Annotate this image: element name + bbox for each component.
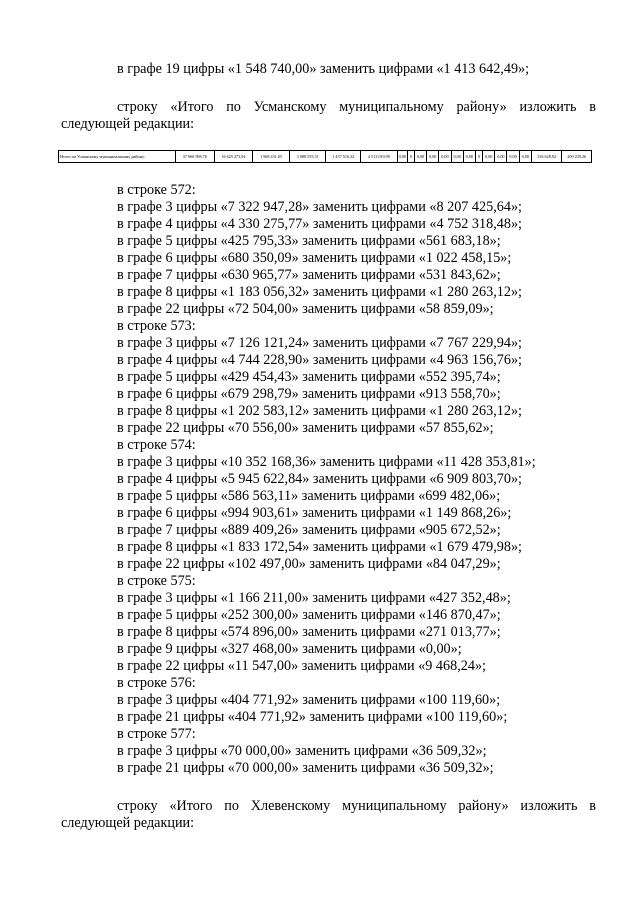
text-line: в графе 6 цифры «679 298,79» заменить цифрами «913 558,70»; [117, 386, 501, 402]
table-cell: 1 968 431,05 [253, 151, 290, 163]
text-line: в строке 577: [117, 726, 196, 742]
text-line: в строке 575: [117, 573, 196, 589]
text-line: в графе 6 цифры «680 350,09» заменить цифрами «1 022 458,15»; [117, 250, 512, 266]
text-line: в графе 4 цифры «5 945 622,84» заменить цифрами «6 909 803,70»; [117, 471, 522, 487]
table-cell: 0 [475, 151, 482, 163]
text-line: в графе 3 цифры «70 000,00» заменить цифрами «36 509,32»; [117, 743, 487, 759]
table-cell: 316 628,92 [531, 151, 562, 163]
text-line: в строке 574: [117, 437, 196, 453]
paragraph-hlevnoe [61, 798, 596, 832]
text-line: в графе 8 цифры «1 202 583,12» заменить цифрами «1 280 263,12»; [117, 403, 522, 419]
table-cell: 0,00 [483, 151, 495, 163]
text-line: в графе 9 цифры «327 468,00» заменить цифрами «0,00»; [117, 641, 462, 657]
table-row [59, 151, 592, 163]
table-cell: 0,00 [507, 151, 519, 163]
table-cell: 209 239,26 [562, 151, 592, 163]
paragraph-line: строку «Итого по Усманскому муниципальному району» изложить в [117, 99, 596, 115]
text-line: в графе 21 цифры «404 771,92» заменить цифрами «100 119,60»; [117, 709, 508, 725]
table-cell: 16 625 273,94 [214, 151, 253, 163]
table-cell: 0,00 [414, 151, 426, 163]
table-cell: Итого по Усманскому муниципальному району: [59, 151, 176, 163]
text-line: в графе 4 цифры «4 744 228,90» заменить цифрами «4 963 156,76»; [117, 352, 522, 368]
paragraph-usman [61, 99, 596, 133]
text-line: в графе 22 цифры «72 504,00» заменить цифрами «58 859,09»; [117, 301, 494, 317]
text-line: в графе 3 цифры «7 322 947,28» заменить цифрами «8 207 425,64»; [117, 199, 522, 215]
paragraph-line: строку «Итого по Хлевенскому муниципальному району» изложить в [117, 798, 596, 814]
text-line: в графе 8 цифры «574 896,00» заменить цифрами «271 013,77»; [117, 624, 501, 640]
table-cell: 37 966 998,76 [175, 151, 214, 163]
text-line: в графе 3 цифры «10 352 168,36» заменить цифрами «11 428 353,81»; [117, 454, 536, 470]
usman-total-table [58, 150, 592, 163]
text-line: в строке 572: [117, 182, 196, 198]
paragraph-line: следующей редакции: [61, 815, 195, 831]
text-line: в строке 576: [117, 675, 196, 691]
text-line: в графе 22 цифры «11 547,00» заменить цифрами «9 468,24»; [117, 658, 486, 674]
table-cell: 1 437 516,34 [326, 151, 361, 163]
text-line: в графе 3 цифры «1 166 211,00» заменить цифрами «427 352,48»; [117, 590, 511, 606]
text-line: в графе 22 цифры «70 556,00» заменить цифрами «57 855,62»; [117, 420, 494, 436]
text-line: в графе 8 цифры «1 833 172,54» заменить цифрами «1 679 479,98»; [117, 539, 522, 555]
text-line: в графе 5 цифры «586 563,11» заменить цифрами «699 482,06»; [117, 488, 501, 504]
text-line: в графе 6 цифры «994 903,61» заменить цифрами «1 149 868,26»; [117, 505, 512, 521]
table-cell: 0,00 [495, 151, 507, 163]
text-line: в графе 7 цифры «889 409,26» заменить цифрами «905 672,52»; [117, 522, 501, 538]
table-cell: 0 [407, 151, 414, 163]
paragraph-line: следующей редакции: [61, 116, 195, 132]
text-line: в графе 3 цифры «404 771,92» заменить цифрами «100 119,60»; [117, 692, 501, 708]
table-cell: 0,00 [397, 151, 407, 163]
table-cell: 0,00 [519, 151, 531, 163]
intro-line: в графе 19 цифры «1 548 740,00» заменить цифрами «1 413 642,49»; [117, 61, 530, 77]
table-cell: 4 513 019,99 [361, 151, 398, 163]
text-line: в графе 8 цифры «1 183 056,32» заменить цифрами «1 280 263,12»; [117, 284, 522, 300]
table-cell: 0,00 [451, 151, 463, 163]
text-line: в строке 573: [117, 318, 196, 334]
table-cell: 0,00 [439, 151, 451, 163]
text-line: в графе 5 цифры «429 454,43» заменить цифрами «552 395,74»; [117, 369, 501, 385]
table-cell: 3 088 555,51 [289, 151, 326, 163]
text-line: в графе 4 цифры «4 330 275,77» заменить цифрами «4 752 318,48»; [117, 216, 522, 232]
text-line: в графе 21 цифры «70 000,00» заменить цифрами «36 509,32»; [117, 760, 494, 776]
text-line: в графе 5 цифры «425 795,33» заменить цифрами «561 683,18»; [117, 233, 501, 249]
table-cell: 0,00 [427, 151, 439, 163]
text-line: в графе 7 цифры «630 965,77» заменить цифрами «531 843,62»; [117, 267, 501, 283]
table-cell: 0,00 [463, 151, 475, 163]
text-line: в графе 22 цифры «102 497,00» заменить цифрами «84 047,29»; [117, 556, 501, 572]
text-line: в графе 5 цифры «252 300,00» заменить цифрами «146 870,47»; [117, 607, 501, 623]
text-line: в графе 3 цифры «7 126 121,24» заменить цифрами «7 767 229,94»; [117, 335, 522, 351]
